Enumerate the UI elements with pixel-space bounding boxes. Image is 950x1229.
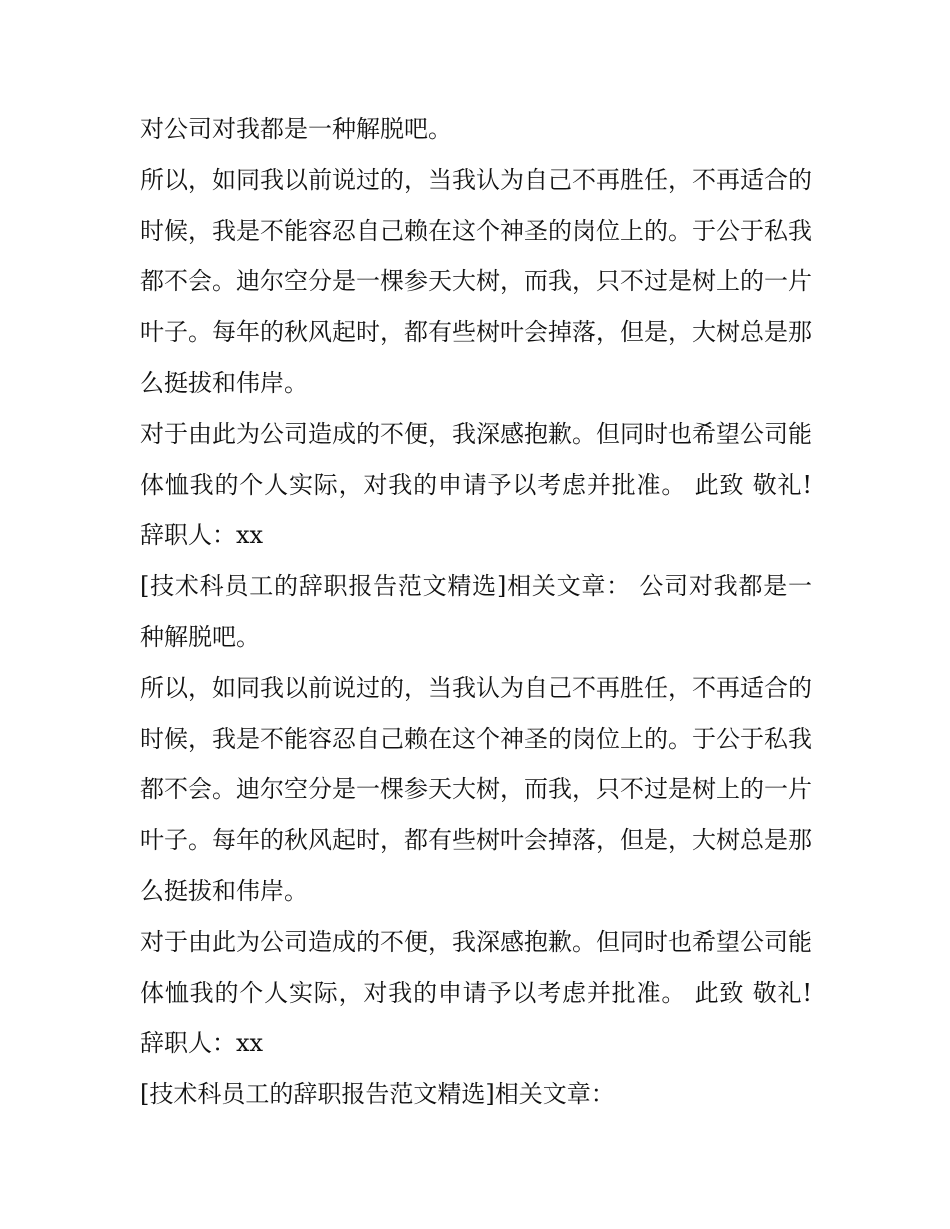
paragraph-1: 对公司对我都是一种解脱吧。 (140, 115, 452, 143)
paragraph-4: [技术科员工的辞职报告范文精选]相关文章： 公司对我都是一种解脱吧。 (140, 572, 812, 651)
paragraph-3: 对于由此为公司造成的不便，我深感抱歉。但同时也希望公司能体恤我的个人实际，对我的申请予以考虑并批准。 此致 敬礼! 辞职人：xx (140, 419, 812, 550)
paragraph-2: 所以，如同我以前说过的，当我认为自己不再胜任，不再适合的时候，我是不能容忍自己赖在这个神圣的岗位上的。于公于私我都不会。迪尔空分是一棵参天大树，而我，只不过是树上的一片叶子。每年的秋风起时，都有些树叶会掉落，但是，大树总是那么挺拔和伟岸。 (140, 165, 812, 397)
document-body (140, 104, 812, 1120)
paragraph-6: 对于由此为公司造成的不便，我深感抱歉。但同时也希望公司能体恤我的个人实际，对我的申请予以考虑并批准。 此致 敬礼! 辞职人：xx (140, 927, 812, 1058)
paragraph-5: 所以，如同我以前说过的，当我认为自己不再胜任，不再适合的时候，我是不能容忍自己赖在这个神圣的岗位上的。于公于私我都不会。迪尔空分是一棵参天大树，而我，只不过是树上的一片叶子。每年的秋风起时，都有些树叶会掉落，但是，大树总是那么挺拔和伟岸。 (140, 673, 812, 905)
paragraph-7: [技术科员工的辞职报告范文精选]相关文章： (140, 1080, 615, 1109)
